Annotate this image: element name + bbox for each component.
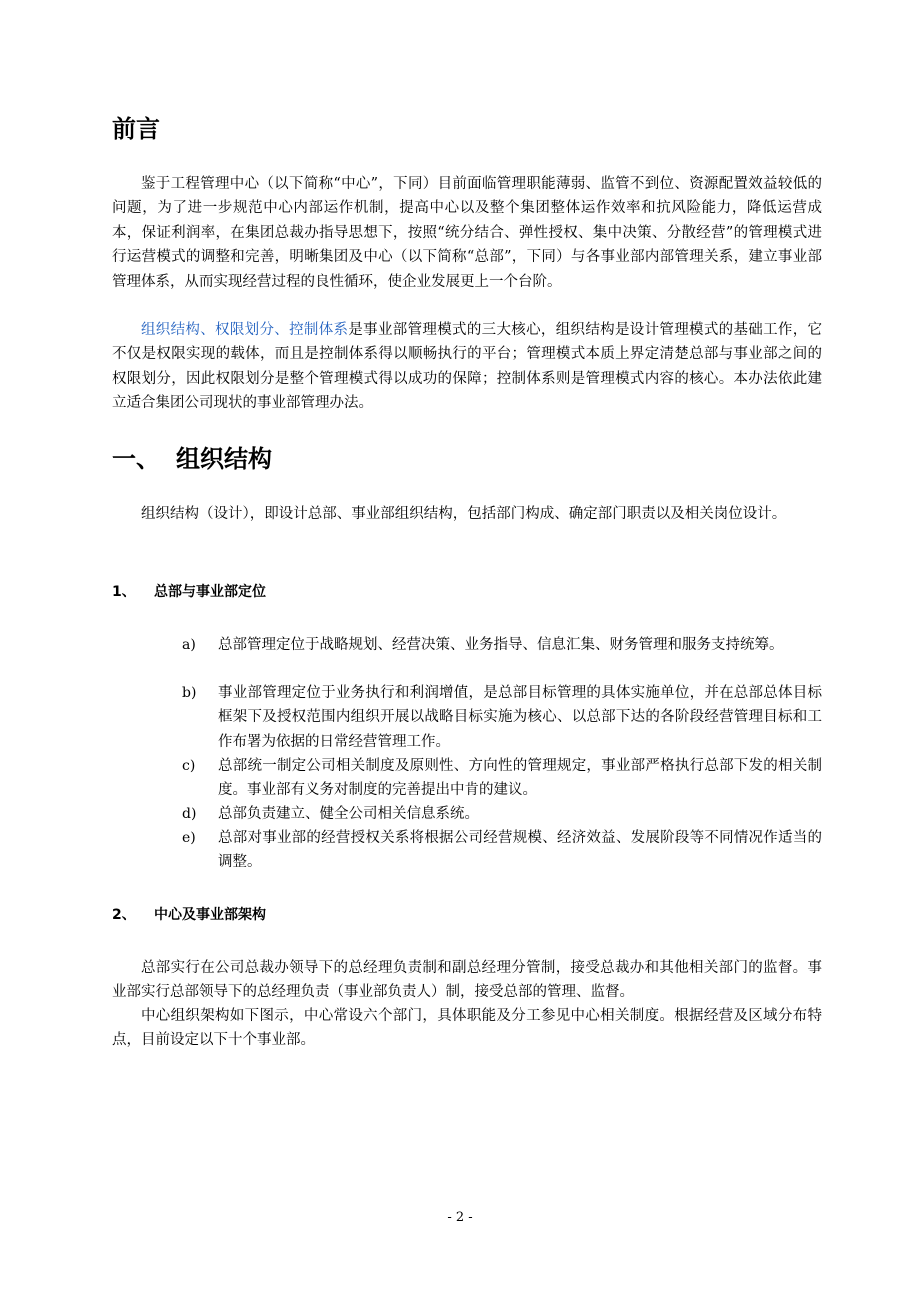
preface-heading: 前言 <box>112 115 160 143</box>
subsection-1-title: 总部与事业部定位 <box>154 584 266 600</box>
list-item-text: 总部统一制定公司相关制度及原则性、方向性的管理规定，事业部严格执行总部下发的相关制度。事业部有义务对制度的完善提出中肯的建议。 <box>218 758 822 799</box>
section-1-number: 一、 <box>112 445 160 473</box>
list-item-text: 总部对事业部的经营授权关系将根据公司经营规模、经济效益、发展阶段等不同情况作适当的调整。 <box>218 830 822 871</box>
list-item-label: b) <box>182 685 197 701</box>
preface-paragraph-2-text: 是事业部管理模式的三大核心，组织结构是设计管理模式的基础工作，它不仅是权限实现的载体，而且是控制体系得以顺畅执行的平台；管理模式本质上界定清楚总部与事业部之间的权限划分，因此权限划分是整个管理模式得以成功的保障；控制体系则是管理模式内容的核心。本办法依此建立适合集团公司现状的事业部管理办法。 <box>112 322 823 412</box>
list-item-text: 总部管理定位于战略规划、经营决策、业务指导、信息汇集、财务管理和服务支持统筹。 <box>218 637 784 653</box>
subsection-2-paragraph-2: 中心组织架构如下图示，中心常设六个部门，具体职能及分工参见中心相关制度。根据经营及区域分布特点，目前设定以下十个事业部。 <box>112 1008 822 1049</box>
subsection-2-title: 中心及事业部架构 <box>154 907 266 923</box>
list-item-label: e) <box>182 830 196 846</box>
list-item-label: c) <box>182 758 196 774</box>
page-number: - 2 - <box>447 1210 473 1225</box>
subsection-1-number: 1、 <box>112 584 136 600</box>
subsection-2-number: 2、 <box>112 907 136 923</box>
core-elements-highlight: 组织结构、权限划分、控制体系 <box>141 322 349 338</box>
preface-paragraph-1: 鉴于工程管理中心（以下简称“中心”，下同）目前面临管理职能薄弱、监管不到位、资源配置效益较低的问题，为了进一步规范中心内部运作机制，提高中心以及整个集团整体运作效率和抗风险能力，降低运营成本，保证利润率，在集团总裁办指导思想下，按照“统分结合、弹性授权、集中决策、分散经营”的管理模式进行运营模式的调整和完善，明晰集团及中心（以下简称“总部”，下同）与各事业部内部管理关系，建立事业部管理体系，从而实现经营过程的良性循环，使企业发展更上一个台阶。 <box>112 176 822 290</box>
section-1-intro: 组织结构（设计），即设计总部、事业部组织结构，包括部门构成、确定部门职责以及相关岗位设计。 <box>141 506 787 522</box>
list-item-text: 事业部管理定位于业务执行和利润增值，是总部目标管理的具体实施单位，并在总部总体目标框架下及授权范围内组织开展以战略目标实施为核心、以总部下达的各阶段经营管理目标和工作布署为依据的日常经营管理工作。 <box>218 685 822 750</box>
preface-paragraph-2 <box>112 318 822 416</box>
section-1-title: 组织结构 <box>176 445 272 473</box>
list-item-text: 总部负责建立、健全公司相关信息系统。 <box>218 806 479 822</box>
list-item-label: a) <box>182 637 196 653</box>
list-item-label: d) <box>182 806 197 822</box>
subsection-2-paragraph-1: 总部实行在公司总裁办领导下的总经理负责制和副总经理分管制，接受总裁办和其他相关部门的监督。事业部实行总部领导下的总经理负责（事业部负责人）制，接受总部的管理、监督。 <box>112 960 822 1001</box>
